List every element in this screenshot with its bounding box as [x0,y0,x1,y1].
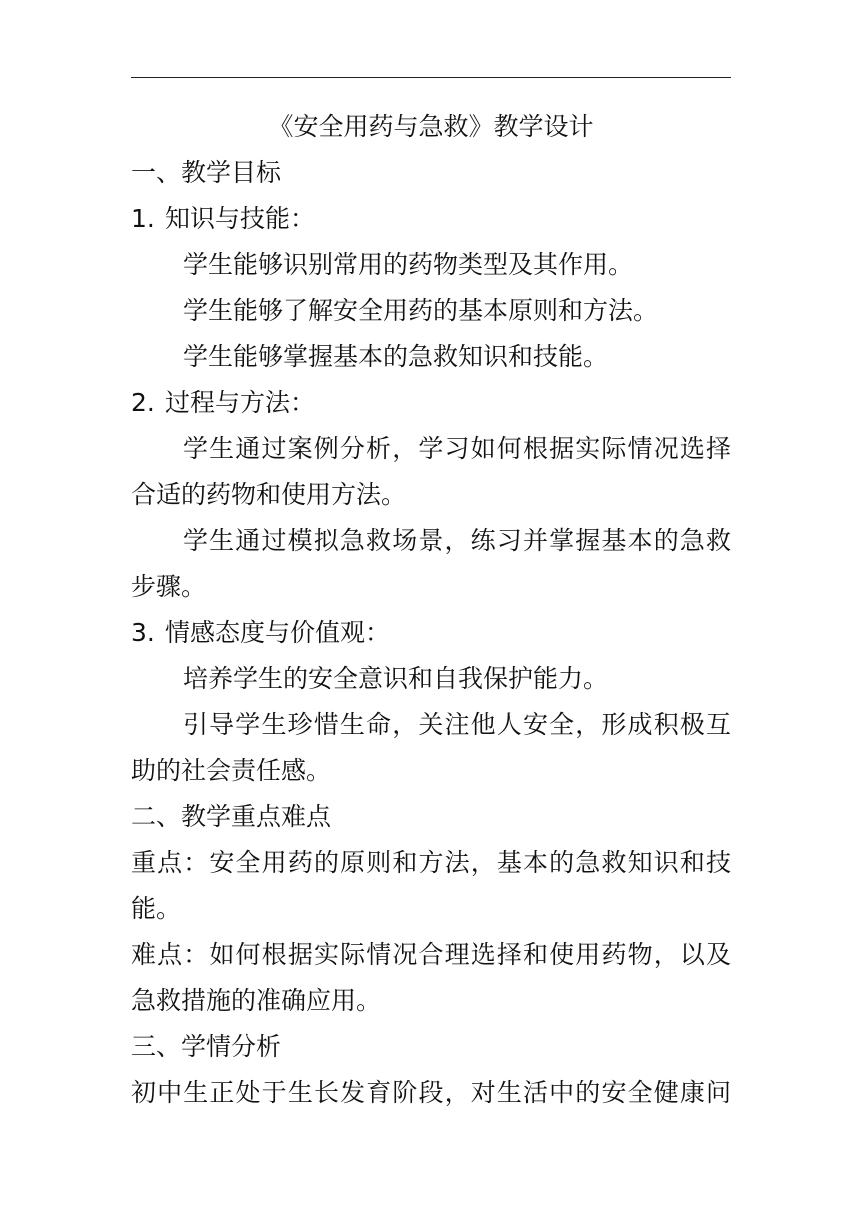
header-rule [131,77,731,78]
process-item-1-line-2: 合适的药物和使用方法。 [131,480,407,509]
analysis-line-1: 初中生正处于生长发育阶段，对生活中的安全健康问 [131,1078,731,1107]
focus-line-2: 能。 [131,894,182,923]
difficulty-line-2: 急救措施的准确应用。 [131,986,382,1015]
subheading-knowledge [131,196,731,242]
section-heading-key-points: 二、教学重点难点 [131,802,332,831]
subheading-label: 情感态度与价值观： [165,618,391,647]
subheading-label: 过程与方法： [165,388,316,417]
process-item-1-line-1: 学生通过案例分析，学习如何根据实际情况选择 [183,434,731,463]
attitude-item-2-line-2: 助的社会责任感。 [131,756,332,785]
attitude-item-2-line-1: 引导学生珍惜生命，关注他人安全，形成积极互 [183,710,731,739]
subheading-process [131,380,731,426]
document-title: 《安全用药与急救》教学设计 [268,112,594,141]
attitude-item-1: 培养学生的安全意识和自我保护能力。 [183,664,609,693]
process-item-2-line-1: 学生通过模拟急救场景，练习并掌握基本的急救 [183,526,731,555]
section-heading-objectives: 一、教学目标 [131,158,282,187]
difficulty-line-1: 难点：如何根据实际情况合理选择和使用药物，以及 [131,940,731,969]
subheading-attitude [131,610,731,656]
process-item-2-line-2: 步骤。 [131,572,207,601]
subheading-number: 1. [131,204,155,233]
subheading-number: 3. [131,618,155,647]
knowledge-item-2: 学生能够了解安全用药的基本原则和方法。 [183,296,659,325]
knowledge-item-3: 学生能够掌握基本的急救知识和技能。 [183,342,609,371]
document-body [131,104,731,1116]
focus-line-1: 重点：安全用药的原则和方法，基本的急救知识和技 [131,848,731,877]
subheading-label: 知识与技能： [165,204,316,233]
subheading-number: 2. [131,388,155,417]
section-heading-analysis: 三、学情分析 [131,1032,282,1061]
knowledge-item-1: 学生能够识别常用的药物类型及其作用。 [183,250,634,279]
